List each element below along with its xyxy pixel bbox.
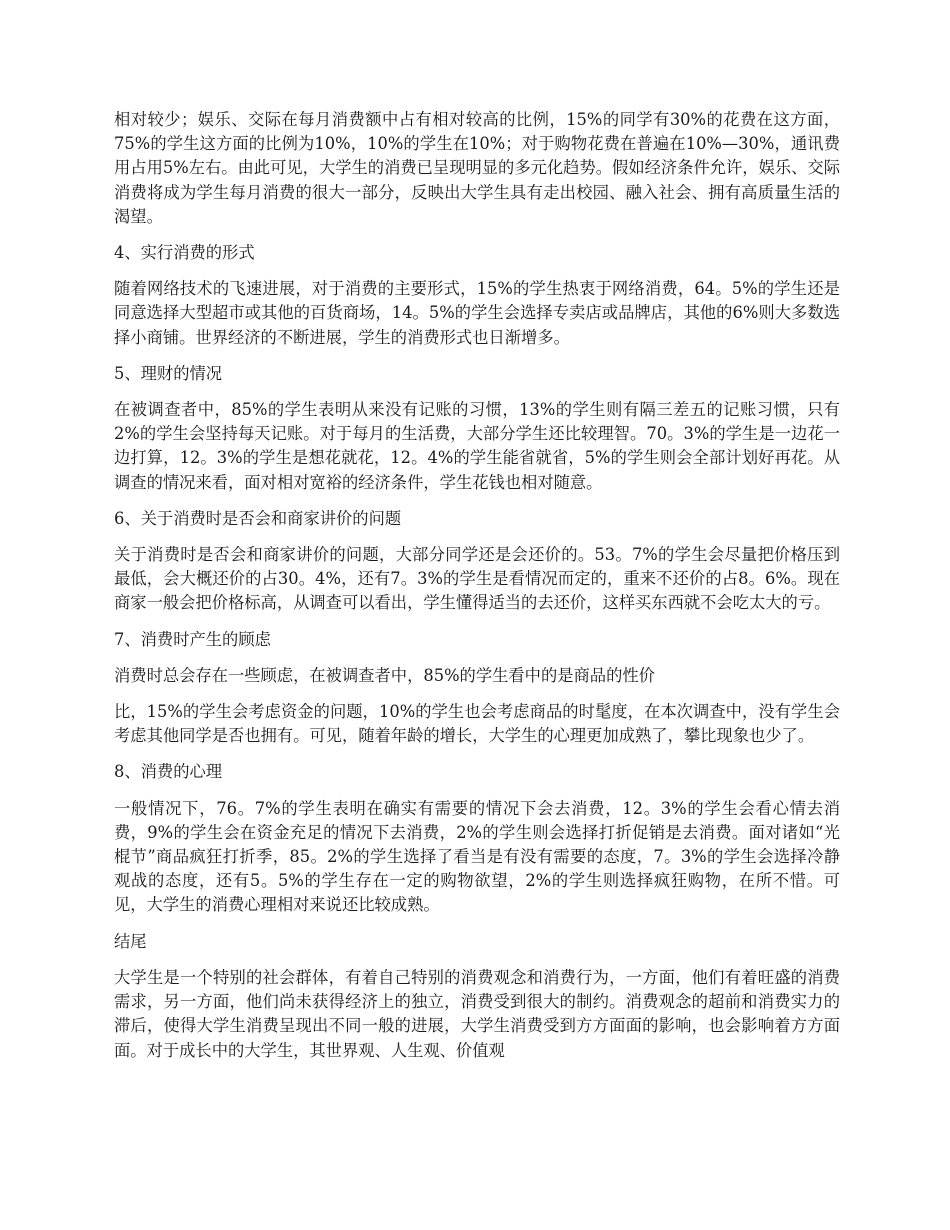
paragraph-consumption-form: 随着网络技术的飞速进展，对于消费的主要形式，15%的学生热衷于网络消费，64。5%的学生还是同意选择大型超市或其他的百货商场，14。5%的学生会选择专卖店或品牌店，其他的6%则大多数选择小商铺。世界经济的不断进展，学生的消费形式也日渐增多。 xyxy=(114,279,840,347)
paragraph-bargaining: 关于消费时是否会和商家讲价的问题，大部分同学还是会还价的。53。7%的学生会尽量把价格压到最低，会大概还价的占30。4%，还有7。3%的学生是看情况而定的，重来不还价的占8。6%。现在商家一般会把价格标高，从调查可以看出，学生懂得适当的去还价，这样买东西就不会吃太大的亏。 xyxy=(114,545,840,613)
paragraph-conclusion: 大学生是一个特别的社会群体，有着自己特别的消费观念和消费行为，一方面，他们有着旺盛的消费需求，另一方面，他们尚未获得经济上的独立，消费受到很大的制约。消费观念的超前和消费实力的滞后，使得大学生消费呈现出不同一般的进展，大学生消费受到方方面面的影响，也会影响着方方面面。对于成长中的大学生，其世界观、人生观、价值观 xyxy=(114,967,840,1060)
paragraph-concerns-detail: 比，15%的学生会考虑资金的问题，10%的学生也会考虑商品的时髦度，在本次调查中，没有学生会考虑其他同学是否也拥有。可见，随着年龄的增长，大学生的心理更加成熟了，攀比现象也少了。 xyxy=(114,702,840,746)
paragraph-concerns-intro: 消费时总会存在一些顾虑，在被调查者中，85%的学生看中的是商品的性价 xyxy=(114,665,655,685)
heading-consumption-form: 4、实行消费的形式 xyxy=(114,243,255,263)
document-page xyxy=(114,108,840,1075)
paragraph-entertainment-spending: 相对较少；娱乐、交际在每月消费额中占有相对较高的比例，15%的同学有30%的花费在这方面，75%的学生这方面的比例为10%，10%的学生在10%；对于购物花费在普遍在10%—30%，通讯费用占用5%左右。由此可见，大学生的消费已呈现明显的多元化趋势。假如经济条件允许，娱乐、交际消费将成为学生每月消费的很大一部分，反映出大学生具有走出校园、融入社会、拥有高质量生活的渴望。 xyxy=(114,110,840,226)
paragraph-money-management: 在被调查者中，85%的学生表明从来没有记账的习惯，13%的学生则有隔三差五的记账习惯，只有2%的学生会坚持每天记账。对于每月的生活费，大部分学生还比较理智。70。3%的学生是一边花一边打算，12。3%的学生是想花就花，12。4%的学生能省就省，5%的学生则会全部计划好再花。从调查的情况来看，面对相对宽裕的经济条件，学生花钱也相对随意。 xyxy=(114,400,840,492)
heading-concerns: 7、消费时产生的顾虑 xyxy=(114,629,271,649)
heading-psychology: 8、消费的心理 xyxy=(114,762,223,782)
heading-conclusion: 结尾 xyxy=(114,931,147,951)
heading-money-management: 5、理财的情况 xyxy=(114,363,223,383)
heading-bargaining: 6、关于消费时是否会和商家讲价的问题 xyxy=(114,508,402,528)
paragraph-psychology: 一般情况下，76。7%的学生表明在确实有需要的情况下会去消费，12。3%的学生会看心情去消费，9%的学生会在资金充足的情况下去消费，2%的学生则会选择打折促销是去消费。面对诸如“光棍节”商品疯狂打折季，85。2%的学生选择了看当是有没有需要的态度，7。3%的学生会选择冷静观战的态度，还有5。5%的学生存在一定的购物欲望，2%的学生则选择疯狂购物，在所不惜。可见，大学生的消费心理相对来说还比较成熟。 xyxy=(114,798,840,915)
